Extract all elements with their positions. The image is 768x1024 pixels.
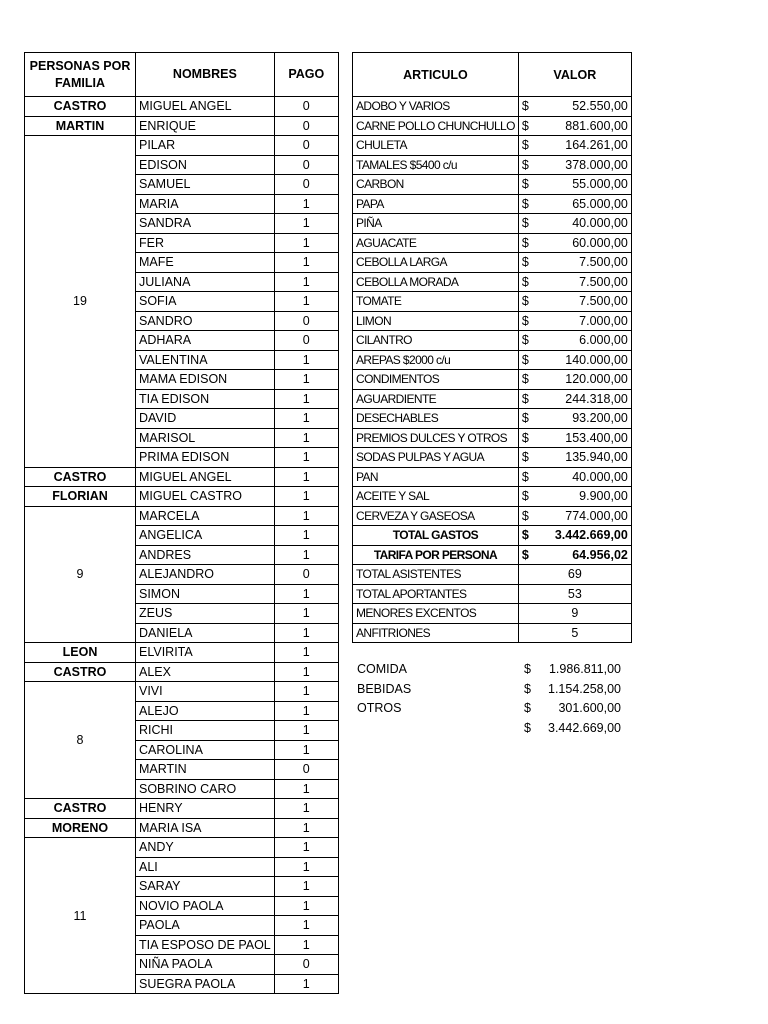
table-row	[353, 506, 632, 526]
amount: 52.550,00	[572, 99, 628, 114]
family-cell: CASTRO	[25, 799, 136, 819]
family-cell: MARTIN	[25, 116, 136, 136]
money-value	[522, 370, 628, 388]
item-cell: ACEITE Y SAL	[353, 487, 519, 507]
name-cell: DANIELA	[136, 623, 275, 643]
value-cell	[518, 155, 631, 175]
currency-symbol: $	[521, 352, 529, 367]
money-value	[522, 253, 628, 271]
value-cell	[518, 194, 631, 214]
total-label: TOTAL GASTOS	[353, 526, 519, 546]
payment-cell: 1	[274, 643, 338, 663]
table-row	[25, 97, 339, 117]
currency-symbol: $	[521, 333, 529, 348]
currency-symbol: $	[521, 99, 529, 114]
value-cell	[518, 350, 631, 370]
payment-cell: 1	[274, 428, 338, 448]
family-cell: 19	[25, 136, 136, 468]
name-cell: MAMA EDISON	[136, 370, 275, 390]
name-cell: MARTIN	[136, 760, 275, 780]
summary-label: COMIDA	[357, 662, 407, 676]
name-cell: RICHI	[136, 721, 275, 741]
currency-symbol: $	[521, 372, 529, 387]
currency-symbol: $	[521, 274, 529, 289]
currency-symbol: $	[521, 294, 529, 309]
family-cell: FLORIAN	[25, 487, 136, 507]
table-row	[353, 370, 632, 390]
table-row	[353, 448, 632, 468]
summary-amount: 1.154.258,00	[548, 681, 621, 696]
currency-symbol: $	[521, 138, 529, 153]
payment-cell: 1	[274, 487, 338, 507]
item-cell: DESECHABLES	[353, 409, 519, 429]
payment-cell: 1	[274, 623, 338, 643]
name-cell: SOFIA	[136, 292, 275, 312]
payment-cell: 1	[274, 740, 338, 760]
currency-symbol: $	[521, 508, 529, 523]
left-table-body	[25, 97, 339, 994]
payment-cell: 1	[274, 838, 338, 858]
amount: 93.200,00	[572, 411, 628, 426]
amount: 135.940,00	[565, 450, 628, 465]
name-cell: ALEJANDRO	[136, 565, 275, 585]
name-cell: MIGUEL ANGEL	[136, 97, 275, 117]
payment-cell: 1	[274, 292, 338, 312]
payment-cell: 0	[274, 760, 338, 780]
name-cell: DAVID	[136, 409, 275, 429]
name-cell: SANDRA	[136, 214, 275, 234]
money-value	[522, 448, 628, 466]
payment-cell: 1	[274, 253, 338, 273]
right-table-header	[353, 53, 632, 97]
count-label: ANFITRIONES	[353, 623, 519, 643]
summary-amount: 1.986.811,00	[548, 662, 621, 676]
currency-symbol: $	[524, 701, 531, 715]
name-cell: CAROLINA	[136, 740, 275, 760]
table-row	[353, 155, 632, 175]
summary-row	[357, 680, 627, 700]
summary-row	[357, 699, 627, 719]
table-row	[353, 467, 632, 487]
amount: 153.400,00	[565, 430, 628, 445]
name-cell: ANGELICA	[136, 526, 275, 546]
name-cell: ZEUS	[136, 604, 275, 624]
value-cell	[518, 370, 631, 390]
name-cell: ADHARA	[136, 331, 275, 351]
payment-cell: 1	[274, 389, 338, 409]
amount: 55.000,00	[572, 177, 628, 192]
family-cell: 8	[25, 682, 136, 799]
count-label: TOTAL APORTANTES	[353, 584, 519, 604]
money-value	[522, 195, 628, 213]
name-cell: FER	[136, 233, 275, 253]
summary-amount: 301.600,00	[558, 701, 621, 715]
table-row	[353, 116, 632, 136]
summary-amount: 3.442.669,00	[548, 720, 621, 735]
money-value	[522, 468, 628, 486]
table-row	[353, 311, 632, 331]
family-cell: 11	[25, 838, 136, 994]
name-cell: MARIA	[136, 194, 275, 214]
amount: 65.000,00	[572, 196, 628, 211]
money-value	[522, 97, 628, 115]
name-cell: MIGUEL ANGEL	[136, 467, 275, 487]
payment-cell: 0	[274, 331, 338, 351]
expenses-table	[352, 52, 632, 643]
payment-cell: 1	[274, 506, 338, 526]
count-value: 53	[518, 584, 631, 604]
item-cell: AGUACATE	[353, 233, 519, 253]
payment-cell: 1	[274, 935, 338, 955]
value-cell	[518, 409, 631, 429]
family-cell: MORENO	[25, 818, 136, 838]
item-cell: AREPAS $2000 c/u	[353, 350, 519, 370]
table-row	[353, 175, 632, 195]
money-value	[522, 429, 628, 447]
currency-symbol: $	[521, 196, 529, 211]
value-cell	[518, 448, 631, 468]
payment-cell: 1	[274, 545, 338, 565]
name-cell: MARCELA	[136, 506, 275, 526]
amount: 140.000,00	[565, 352, 628, 367]
count-label: MENORES EXCENTOS	[353, 604, 519, 624]
family-cell: CASTRO	[25, 662, 136, 682]
currency-symbol: $	[524, 681, 531, 696]
amount: 120.000,00	[565, 372, 628, 387]
name-cell: ALEJO	[136, 701, 275, 721]
table-row	[353, 428, 632, 448]
payment-cell: 1	[274, 584, 338, 604]
payment-cell: 0	[274, 955, 338, 975]
payment-cell: 0	[274, 116, 338, 136]
payment-cell: 1	[274, 779, 338, 799]
value-cell	[518, 175, 631, 195]
table-row	[25, 467, 339, 487]
column-header: ARTICULO	[353, 53, 519, 97]
amount: 244.318,00	[565, 391, 628, 406]
name-cell: EDISON	[136, 155, 275, 175]
count-value: 9	[518, 604, 631, 624]
payment-cell: 1	[274, 604, 338, 624]
summary-row	[357, 660, 627, 680]
value-cell	[518, 136, 631, 156]
table-row	[353, 136, 632, 156]
item-cell: CARBON	[353, 175, 519, 195]
item-cell: PIÑA	[353, 214, 519, 234]
payment-cell: 1	[274, 370, 338, 390]
value-cell	[518, 331, 631, 351]
table-row	[353, 389, 632, 409]
name-cell: SIMON	[136, 584, 275, 604]
table-row	[25, 487, 339, 507]
payment-cell: 0	[274, 97, 338, 117]
money-value	[522, 156, 628, 174]
name-cell: PILAR	[136, 136, 275, 156]
currency-symbol: $	[521, 157, 529, 172]
name-cell: ENRIQUE	[136, 116, 275, 136]
currency-symbol: $	[521, 547, 529, 562]
value-cell	[518, 272, 631, 292]
total-label: TARIFA POR PERSONA	[353, 545, 519, 565]
family-cell: CASTRO	[25, 467, 136, 487]
money-value	[522, 351, 628, 369]
value-cell	[518, 506, 631, 526]
family-payments-table	[24, 52, 339, 994]
count-row	[353, 565, 632, 585]
currency-symbol: $	[521, 489, 529, 504]
item-cell: CEBOLLA LARGA	[353, 253, 519, 273]
name-cell: SUEGRA PAOLA	[136, 974, 275, 994]
count-row	[353, 604, 632, 624]
amount: 7.500,00	[579, 294, 628, 309]
payment-cell: 1	[274, 409, 338, 429]
name-cell: MARIA ISA	[136, 818, 275, 838]
name-cell: MARISOL	[136, 428, 275, 448]
table-row	[353, 214, 632, 234]
category-summary	[357, 660, 627, 738]
family-cell: CASTRO	[25, 97, 136, 117]
currency-symbol: $	[521, 391, 529, 406]
amount: 7.000,00	[579, 313, 628, 328]
family-cell: LEON	[25, 643, 136, 663]
item-cell: PREMIOS DULCES Y OTROS	[353, 428, 519, 448]
value-cell	[518, 292, 631, 312]
currency-symbol: $	[521, 118, 529, 133]
payment-cell: 1	[274, 350, 338, 370]
column-header: PAGO	[274, 53, 338, 97]
amount: 9.900,00	[579, 489, 628, 504]
money-value	[522, 526, 628, 544]
name-cell: MIGUEL CASTRO	[136, 487, 275, 507]
amount: 40.000,00	[572, 216, 628, 231]
left-table-header	[25, 53, 339, 97]
count-label: TOTAL ASISTENTES	[353, 565, 519, 585]
item-cell: TAMALES $5400 c/u	[353, 155, 519, 175]
name-cell: SAMUEL	[136, 175, 275, 195]
column-header: VALOR	[518, 53, 631, 97]
amount: 164.261,00	[565, 138, 628, 153]
table-row	[25, 662, 339, 682]
value-cell	[518, 389, 631, 409]
currency-symbol: $	[524, 720, 531, 735]
table-row	[353, 292, 632, 312]
item-cell: CONDIMENTOS	[353, 370, 519, 390]
value-cell	[518, 467, 631, 487]
value-cell	[518, 116, 631, 136]
summary-label: OTROS	[357, 701, 402, 715]
name-cell: VIVI	[136, 682, 275, 702]
payment-cell: 1	[274, 701, 338, 721]
name-cell: ELVIRITA	[136, 643, 275, 663]
money-value	[522, 136, 628, 154]
payment-cell: 1	[274, 233, 338, 253]
payment-cell: 0	[274, 136, 338, 156]
summary-row	[357, 719, 627, 739]
amount: 378.000,00	[565, 157, 628, 172]
name-cell: ANDY	[136, 838, 275, 858]
name-cell: NIÑA PAOLA	[136, 955, 275, 975]
amount: 3.442.669,00	[554, 528, 628, 543]
amount: 774.000,00	[565, 508, 628, 523]
payment-cell: 1	[274, 526, 338, 546]
payment-cell: 0	[274, 311, 338, 331]
money-value	[522, 507, 628, 525]
count-value: 69	[518, 565, 631, 585]
item-cell: PAN	[353, 467, 519, 487]
payment-cell: 1	[274, 916, 338, 936]
count-row	[353, 623, 632, 643]
count-row	[353, 584, 632, 604]
payment-cell: 1	[274, 818, 338, 838]
table-row	[25, 818, 339, 838]
payment-cell: 0	[274, 565, 338, 585]
table-row	[25, 116, 339, 136]
payment-cell: 1	[274, 467, 338, 487]
money-value	[522, 273, 628, 291]
value-cell	[518, 311, 631, 331]
item-cell: ADOBO Y VARIOS	[353, 97, 519, 117]
payment-cell: 1	[274, 896, 338, 916]
currency-symbol: $	[524, 662, 531, 676]
money-value	[522, 546, 628, 564]
name-cell: ALEX	[136, 662, 275, 682]
name-cell: TIA EDISON	[136, 389, 275, 409]
summary-label: BEBIDAS	[357, 681, 412, 696]
item-cell: LIMON	[353, 311, 519, 331]
total-row	[353, 526, 632, 546]
money-value	[522, 234, 628, 252]
table-row	[353, 331, 632, 351]
column-header: NOMBRES	[136, 53, 275, 97]
table-row	[25, 682, 339, 702]
payment-cell: 1	[274, 448, 338, 468]
payment-cell: 1	[274, 662, 338, 682]
item-cell: AGUARDIENTE	[353, 389, 519, 409]
table-row	[25, 838, 339, 858]
item-cell: SODAS PULPAS Y AGUA	[353, 448, 519, 468]
item-cell: CILANTRO	[353, 331, 519, 351]
money-value	[522, 312, 628, 330]
money-value	[522, 175, 628, 193]
payment-cell: 1	[274, 799, 338, 819]
currency-symbol: $	[521, 235, 529, 250]
right-table-body	[353, 97, 632, 643]
value-cell	[518, 487, 631, 507]
value-cell	[518, 97, 631, 117]
name-cell: ANDRES	[136, 545, 275, 565]
currency-symbol: $	[521, 216, 529, 231]
amount: 881.600,00	[565, 118, 628, 133]
money-value	[522, 409, 628, 427]
payment-cell: 0	[274, 155, 338, 175]
payment-cell: 1	[274, 682, 338, 702]
amount: 60.000,00	[572, 235, 628, 250]
value-cell	[518, 214, 631, 234]
currency-symbol: $	[521, 255, 529, 270]
table-row	[353, 487, 632, 507]
value-cell	[518, 253, 631, 273]
table-row	[353, 97, 632, 117]
table-row	[353, 194, 632, 214]
name-cell: SOBRINO CARO	[136, 779, 275, 799]
name-cell: SARAY	[136, 877, 275, 897]
column-header: PERSONAS POR FAMILIA	[25, 53, 136, 97]
table-row	[25, 136, 339, 156]
table-row	[353, 233, 632, 253]
name-cell: NOVIO PAOLA	[136, 896, 275, 916]
currency-symbol: $	[521, 450, 529, 465]
amount: 7.500,00	[579, 255, 628, 270]
table-row	[353, 409, 632, 429]
table-row	[353, 272, 632, 292]
name-cell: HENRY	[136, 799, 275, 819]
currency-symbol: $	[521, 313, 529, 328]
money-value	[522, 331, 628, 349]
currency-symbol: $	[521, 469, 529, 484]
item-cell: PAPA	[353, 194, 519, 214]
money-value	[522, 117, 628, 135]
total-row	[353, 545, 632, 565]
table-row	[25, 506, 339, 526]
money-value	[522, 292, 628, 310]
payment-cell: 1	[274, 974, 338, 994]
money-value	[522, 214, 628, 232]
currency-symbol: $	[521, 528, 529, 543]
name-cell: SANDRO	[136, 311, 275, 331]
name-cell: JULIANA	[136, 272, 275, 292]
name-cell: MAFE	[136, 253, 275, 273]
table-row	[353, 253, 632, 273]
currency-symbol: $	[521, 177, 529, 192]
value-cell	[518, 428, 631, 448]
name-cell: PAOLA	[136, 916, 275, 936]
payment-cell: 1	[274, 857, 338, 877]
amount: 64.956,02	[572, 547, 628, 562]
payment-cell: 1	[274, 721, 338, 741]
currency-symbol: $	[521, 430, 529, 445]
amount: 7.500,00	[579, 274, 628, 289]
item-cell: CERVEZA Y GASEOSA	[353, 506, 519, 526]
item-cell: CHULETA	[353, 136, 519, 156]
value-cell	[518, 233, 631, 253]
amount: 6.000,00	[579, 333, 628, 348]
table-row	[353, 350, 632, 370]
money-value	[522, 487, 628, 505]
payment-cell: 1	[274, 272, 338, 292]
payment-cell: 1	[274, 214, 338, 234]
name-cell: TIA ESPOSO DE PAOL	[136, 935, 275, 955]
item-cell: CEBOLLA MORADA	[353, 272, 519, 292]
value-cell	[518, 526, 631, 546]
money-value	[522, 390, 628, 408]
name-cell: ALI	[136, 857, 275, 877]
value-cell	[518, 545, 631, 565]
currency-symbol: $	[521, 411, 529, 426]
item-cell: TOMATE	[353, 292, 519, 312]
table-row	[25, 643, 339, 663]
family-cell: 9	[25, 506, 136, 643]
payment-cell: 0	[274, 175, 338, 195]
payment-cell: 1	[274, 877, 338, 897]
name-cell: VALENTINA	[136, 350, 275, 370]
count-value: 5	[518, 623, 631, 643]
table-row	[25, 799, 339, 819]
name-cell: PRIMA EDISON	[136, 448, 275, 468]
payment-cell: 1	[274, 194, 338, 214]
item-cell: CARNE POLLO CHUNCHULLO	[353, 116, 519, 136]
amount: 40.000,00	[572, 469, 628, 484]
